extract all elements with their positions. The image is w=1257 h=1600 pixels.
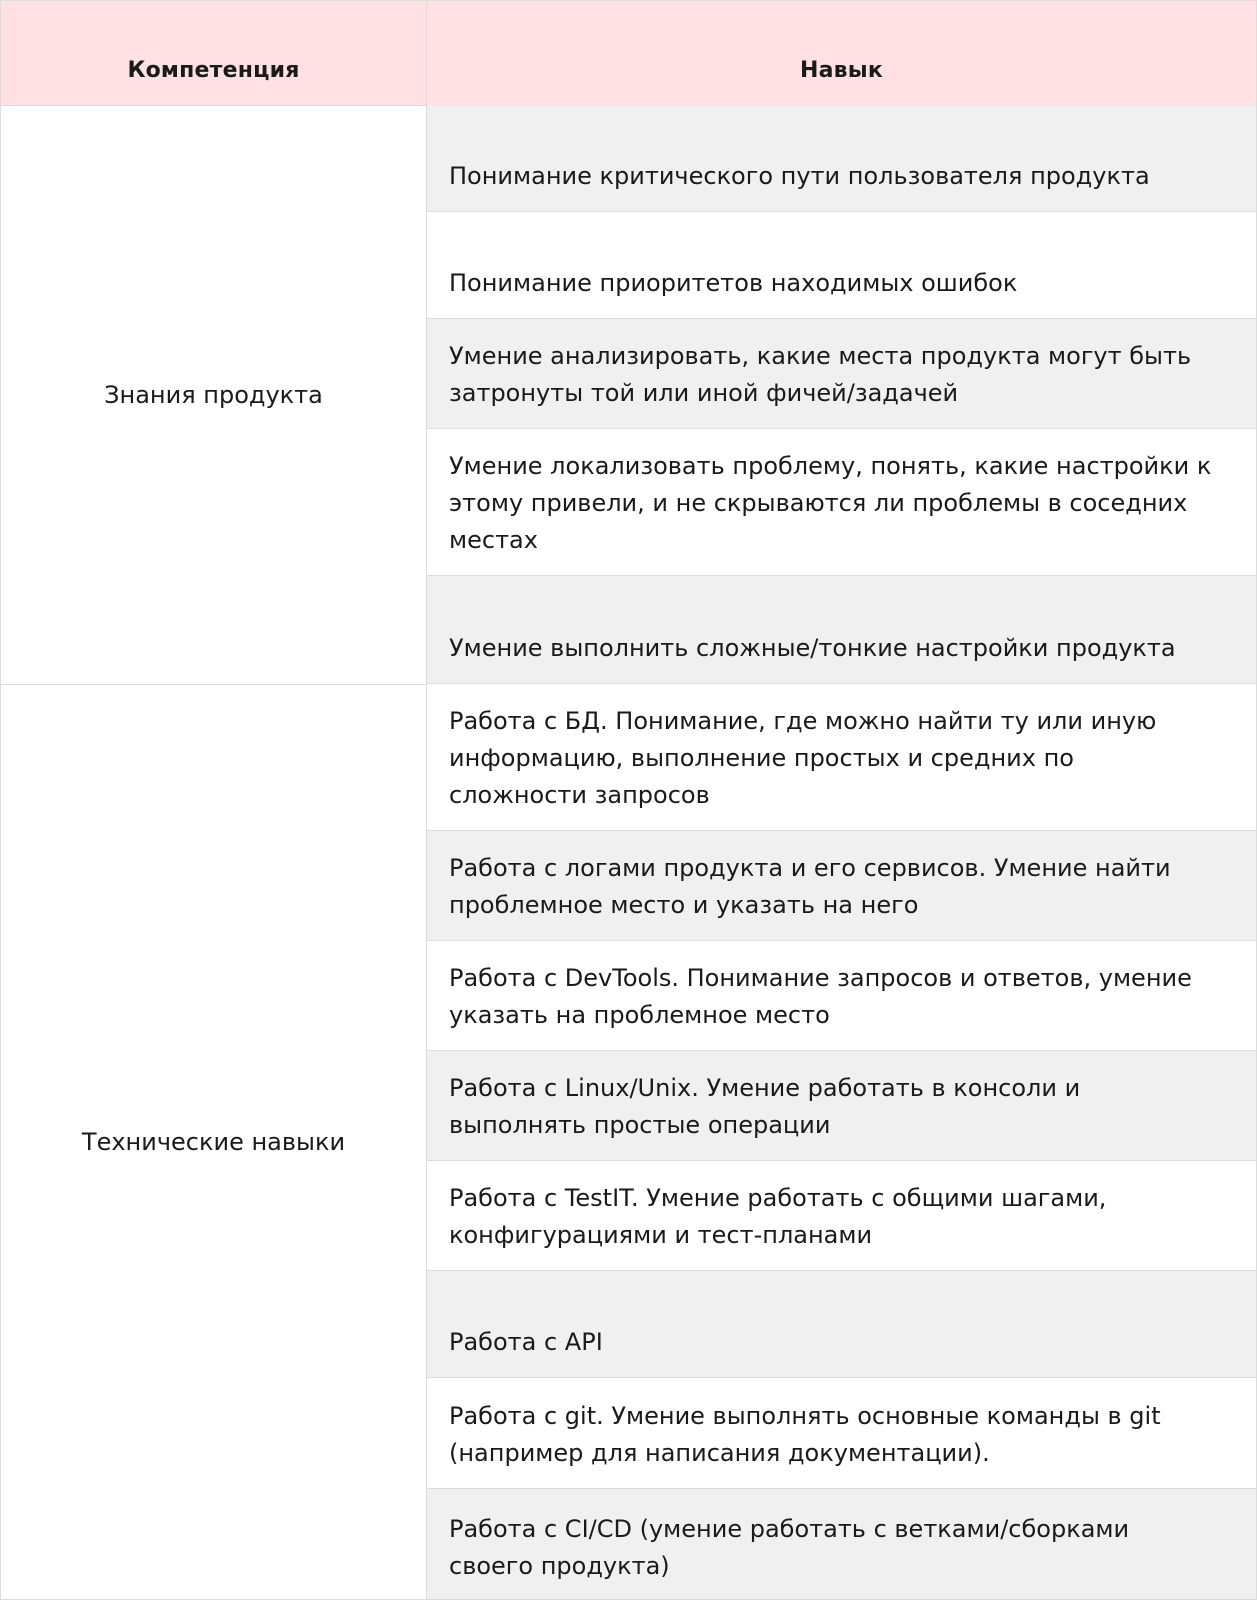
skill-row [426, 1271, 1257, 1378]
header-competency: Компетенция [0, 0, 427, 106]
skill-row [426, 941, 1257, 1051]
skill-text: Понимание критического пути пользователя продукта [449, 162, 1150, 190]
competency-technical-skills: Технические навыки [0, 684, 427, 1600]
skill-text: Работа с Linux/Unix. Умение работать в консоли и выполнять простые операции [449, 1074, 1081, 1139]
skill-text: Работа с БД. Понимание, где можно найти ту или иную информацию, выполнение простых и средних по сложности запросов [449, 707, 1157, 809]
skill-text: Работа с TestIT. Умение работать с общими шагами, конфигурациями и тест-планами [449, 1184, 1107, 1249]
skill-row [426, 319, 1257, 429]
skill-row [426, 1161, 1257, 1271]
skill-row [426, 1489, 1257, 1600]
skill-row [426, 684, 1257, 831]
header-skill: Навык [426, 0, 1257, 106]
skill-row [426, 1051, 1257, 1161]
skill-text: Умение локализовать проблему, понять, какие настройки к этому привели, и не скрываются ли проблемы в соседних местах [449, 452, 1212, 554]
skill-list [426, 105, 1257, 1600]
skill-row [426, 1378, 1257, 1489]
skill-text: Работа с логами продукта и его сервисов. Умение найти проблемное место и указать на него [449, 854, 1171, 919]
skill-text: Работа с CI/CD (умение работать с ветками/сборками своего продукта) [449, 1515, 1130, 1580]
skill-text: Понимание приоритетов находимых ошибок [449, 269, 1018, 297]
skill-row [426, 576, 1257, 684]
skill-row [426, 831, 1257, 941]
skill-text: Работа с git. Умение выполнять основные команды в git (например для написания документации). [449, 1402, 1161, 1467]
skill-text: Работа с API [449, 1328, 603, 1356]
skill-text: Умение выполнить сложные/тонкие настройки продукта [449, 634, 1176, 662]
skill-text: Работа с DevTools. Понимание запросов и ответов, умение указать на проблемное место [449, 964, 1192, 1029]
skill-row [426, 105, 1257, 212]
skill-row [426, 212, 1257, 319]
skill-text: Умение анализировать, какие места продукта могут быть затронуты той или иной фичей/задачей [449, 342, 1192, 407]
competency-product-knowledge: Знания продукта [0, 105, 427, 685]
skill-row [426, 429, 1257, 576]
